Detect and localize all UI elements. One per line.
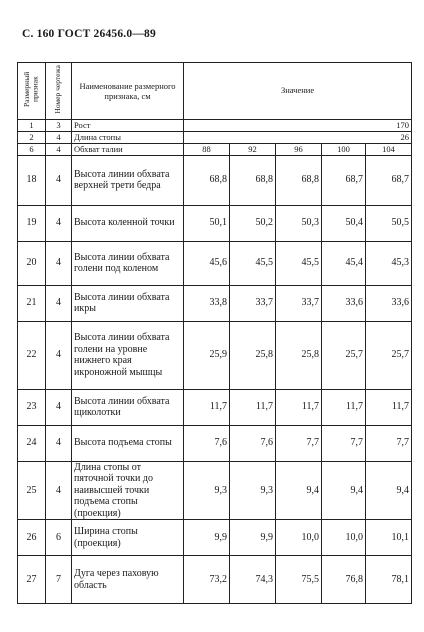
row-drawing-number: 6 — [46, 520, 72, 556]
row-name: Высота линии обхвата верхней трети бедра — [72, 155, 184, 205]
row-value: 45,4 — [322, 241, 366, 285]
row-number: 25 — [18, 461, 46, 520]
table-row — [18, 241, 412, 285]
measurement-table — [17, 62, 412, 604]
row-value: 50,3 — [276, 205, 322, 241]
table-row — [18, 205, 412, 241]
sizes-drawing: 4 — [46, 143, 72, 155]
row-value: 33,6 — [366, 285, 412, 321]
meta-label: Рост — [72, 119, 184, 131]
row-number: 27 — [18, 556, 46, 604]
sizes-label: Обхват талии — [72, 143, 184, 155]
row-value: 11,7 — [230, 389, 276, 425]
row-value: 11,7 — [184, 389, 230, 425]
table-row — [18, 155, 412, 205]
row-name: Длина стопы от пяточной точки до наивысшей точки подъема стопы (проекция) — [72, 461, 184, 520]
sizes-row — [18, 143, 412, 155]
meta-drawing: 4 — [46, 131, 72, 143]
header-drawing-no: Номер чертежа — [46, 63, 72, 120]
row-value: 7,6 — [230, 425, 276, 461]
meta-value: 26 — [184, 131, 412, 143]
row-number: 24 — [18, 425, 46, 461]
row-value: 45,3 — [366, 241, 412, 285]
row-value: 78,1 — [366, 556, 412, 604]
size-cell: 92 — [230, 143, 276, 155]
row-value: 68,8 — [184, 155, 230, 205]
row-value: 9,9 — [230, 520, 276, 556]
row-name: Высота линии обхвата икры — [72, 285, 184, 321]
header-name: Наименование размерного признака, см — [72, 63, 184, 120]
row-value: 7,7 — [322, 425, 366, 461]
header-size-feature-no: Размерный признак — [18, 63, 46, 120]
size-cell: 96 — [276, 143, 322, 155]
row-value: 33,6 — [322, 285, 366, 321]
size-cell: 100 — [322, 143, 366, 155]
header-value: Значение — [184, 63, 412, 120]
row-value: 25,8 — [276, 321, 322, 389]
row-name: Высота линии обхвата голени на уровне нижнего края икроножной мышцы — [72, 321, 184, 389]
row-value: 9,9 — [184, 520, 230, 556]
row-value: 9,3 — [184, 461, 230, 520]
row-value: 9,4 — [366, 461, 412, 520]
row-value: 33,8 — [184, 285, 230, 321]
row-drawing-number: 4 — [46, 321, 72, 389]
page-header: С. 160 ГОСТ 26456.0—89 — [22, 28, 156, 40]
meta-no: 2 — [18, 131, 46, 143]
row-value: 45,5 — [276, 241, 322, 285]
size-cell: 88 — [184, 143, 230, 155]
row-value: 68,8 — [276, 155, 322, 205]
row-drawing-number: 4 — [46, 241, 72, 285]
table-row — [18, 321, 412, 389]
row-value: 45,5 — [230, 241, 276, 285]
sizes-no: 6 — [18, 143, 46, 155]
row-number: 20 — [18, 241, 46, 285]
table-row — [18, 425, 412, 461]
row-name: Высота линии обхвата голени под коленом — [72, 241, 184, 285]
meta-value: 170 — [184, 119, 412, 131]
row-name: Высота коленной точки — [72, 205, 184, 241]
row-value: 25,7 — [322, 321, 366, 389]
row-value: 9,4 — [322, 461, 366, 520]
row-value: 68,7 — [322, 155, 366, 205]
row-drawing-number: 4 — [46, 205, 72, 241]
row-drawing-number: 4 — [46, 285, 72, 321]
row-value: 50,2 — [230, 205, 276, 241]
meta-drawing: 3 — [46, 119, 72, 131]
row-drawing-number: 4 — [46, 389, 72, 425]
row-value: 11,7 — [276, 389, 322, 425]
row-value: 25,9 — [184, 321, 230, 389]
table-row — [18, 461, 412, 520]
row-number: 26 — [18, 520, 46, 556]
table-row — [18, 389, 412, 425]
row-value: 74,3 — [230, 556, 276, 604]
row-value: 50,4 — [322, 205, 366, 241]
row-value: 10,1 — [366, 520, 412, 556]
row-value: 11,7 — [366, 389, 412, 425]
row-value: 9,3 — [230, 461, 276, 520]
row-number: 23 — [18, 389, 46, 425]
row-value: 9,4 — [276, 461, 322, 520]
meta-row-height — [18, 119, 412, 131]
column-header-row — [18, 63, 412, 120]
row-value: 10,0 — [322, 520, 366, 556]
size-cell: 104 — [366, 143, 412, 155]
row-value: 10,0 — [276, 520, 322, 556]
meta-no: 1 — [18, 119, 46, 131]
row-drawing-number: 4 — [46, 155, 72, 205]
table-row — [18, 556, 412, 604]
row-value: 7,7 — [366, 425, 412, 461]
row-drawing-number: 4 — [46, 425, 72, 461]
meta-label: Длина стопы — [72, 131, 184, 143]
row-name: Высота подъема стопы — [72, 425, 184, 461]
meta-row-foot-length — [18, 131, 412, 143]
row-value: 50,1 — [184, 205, 230, 241]
row-value: 76,8 — [322, 556, 366, 604]
row-value: 7,7 — [276, 425, 322, 461]
row-drawing-number: 7 — [46, 556, 72, 604]
row-number: 22 — [18, 321, 46, 389]
row-value: 45,6 — [184, 241, 230, 285]
row-value: 7,6 — [184, 425, 230, 461]
row-number: 19 — [18, 205, 46, 241]
row-name: Ширина стопы (проекция) — [72, 520, 184, 556]
row-drawing-number: 4 — [46, 461, 72, 520]
row-number: 18 — [18, 155, 46, 205]
row-value: 68,7 — [366, 155, 412, 205]
row-value: 75,5 — [276, 556, 322, 604]
row-value: 50,5 — [366, 205, 412, 241]
row-value: 11,7 — [322, 389, 366, 425]
row-name: Высота линии обхвата щиколотки — [72, 389, 184, 425]
row-value: 33,7 — [276, 285, 322, 321]
table-row — [18, 285, 412, 321]
row-value: 68,8 — [230, 155, 276, 205]
row-value: 73,2 — [184, 556, 230, 604]
row-name: Дуга через паховую область — [72, 556, 184, 604]
row-value: 25,8 — [230, 321, 276, 389]
row-value: 33,7 — [230, 285, 276, 321]
table-row — [18, 520, 412, 556]
row-value: 25,7 — [366, 321, 412, 389]
row-number: 21 — [18, 285, 46, 321]
